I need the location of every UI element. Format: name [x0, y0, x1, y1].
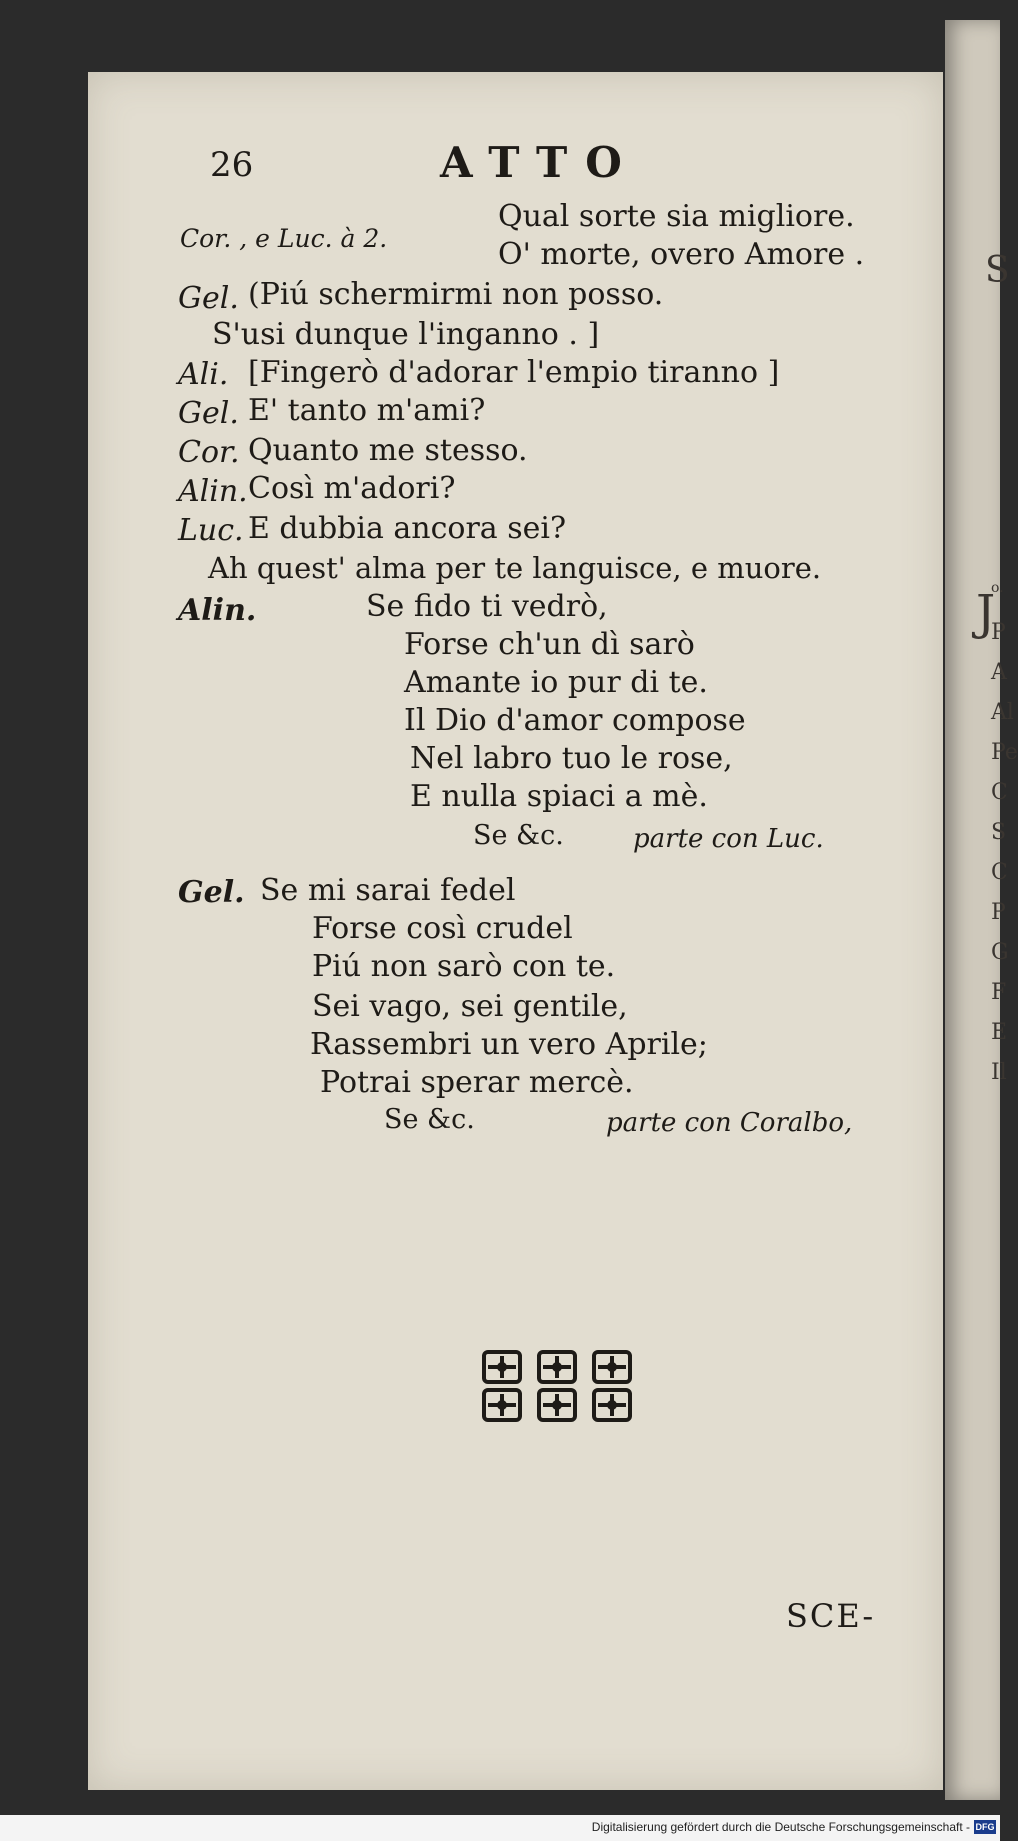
verse-line: E nulla spiaci a mè. — [410, 779, 708, 814]
running-head: ATTO — [440, 138, 640, 187]
speaker-label: Ali. — [178, 357, 229, 392]
da-capo-mark: Se &c. — [473, 820, 564, 851]
speaker-label: Cor. , e Luc. à 2. — [180, 224, 388, 253]
verse-line: E' tanto m'ami? — [248, 393, 486, 428]
verse-line: Il Dio d'amor compose — [404, 703, 746, 738]
stage-direction: parte con Luc. — [633, 824, 824, 854]
dfg-logo: DFG — [975, 1822, 995, 1832]
fragment-char: Il — [991, 1060, 1007, 1085]
speaker-label: Luc. — [178, 513, 244, 548]
verse-line: Forse ch'un dì sarò — [404, 627, 695, 662]
verse-line: Rassembri un vero Aprile; — [310, 1027, 708, 1062]
digitization-footer — [0, 1815, 1000, 1841]
stage-direction: parte con Coralbo, — [606, 1108, 853, 1138]
fragment-char: C — [991, 780, 1008, 805]
speaker-label: Gel. — [178, 396, 239, 431]
fragment-char: S — [985, 250, 1010, 291]
verse-line: [Fingerò d'adorar l'empio tiranno ] — [248, 355, 780, 390]
fragment-char: o. — [991, 580, 1004, 596]
verse-line: O' morte, overo Amore . — [498, 237, 865, 272]
verse-line: (Piú schermirmi non posso. — [248, 277, 664, 312]
verse-line: Se mi sarai fedel — [260, 873, 516, 908]
fragment-char: P — [991, 620, 1006, 645]
verse-line: Quanto me stesso. — [248, 433, 528, 468]
fragment-char: Al — [991, 700, 1014, 725]
speaker-label: Alin. — [178, 474, 248, 509]
fragment-char: C — [991, 860, 1008, 885]
verse-line: Amante io pur di te. — [404, 665, 708, 700]
catchword: SCE- — [786, 1597, 876, 1635]
speaker-label: Cor. — [178, 435, 240, 470]
verse-line: Piú non sarò con te. — [312, 949, 616, 984]
fragment-char: Pe — [991, 740, 1018, 765]
fragment-char: S — [991, 820, 1007, 845]
verse-line: Nel labro tuo le rose, — [410, 741, 733, 776]
speaker-label: Gel. — [178, 281, 239, 316]
adjacent-page-edge — [945, 20, 1018, 1800]
funding-credit: Digitalisierung gefördert durch die Deutsche Forschungsgemeinschaft - — [591, 1820, 970, 1834]
printers-ornament — [480, 1348, 635, 1424]
book-page — [88, 72, 943, 1790]
speaker-label: Alin. — [178, 593, 257, 628]
speaker-label: Gel. — [178, 875, 245, 910]
verse-line: Qual sorte sia migliore. — [498, 199, 855, 234]
verse-line: E dubbia ancora sei? — [248, 511, 567, 546]
da-capo-mark: Se &c. — [384, 1104, 475, 1135]
fragment-char: A — [991, 660, 1007, 685]
verse-line: S'usi dunque l'inganno . ] — [212, 317, 600, 352]
verse-line: Ah quest' alma per te languisce, e muore. — [208, 551, 822, 585]
verse-line: Potrai sperar mercè. — [320, 1065, 634, 1100]
verse-line: Forse così crudel — [312, 911, 573, 946]
verse-line: Così m'adori? — [248, 471, 456, 506]
page-number: 26 — [210, 145, 254, 185]
verse-line: Se fido ti vedrò, — [366, 589, 608, 624]
fragment-char: E — [991, 1020, 1008, 1045]
fragment-char: F — [991, 980, 1007, 1005]
fragment-char: P — [991, 900, 1006, 925]
fragment-char: G — [991, 940, 1009, 965]
fragment-char: J — [976, 585, 996, 641]
verse-line: Sei vago, sei gentile, — [312, 989, 628, 1024]
